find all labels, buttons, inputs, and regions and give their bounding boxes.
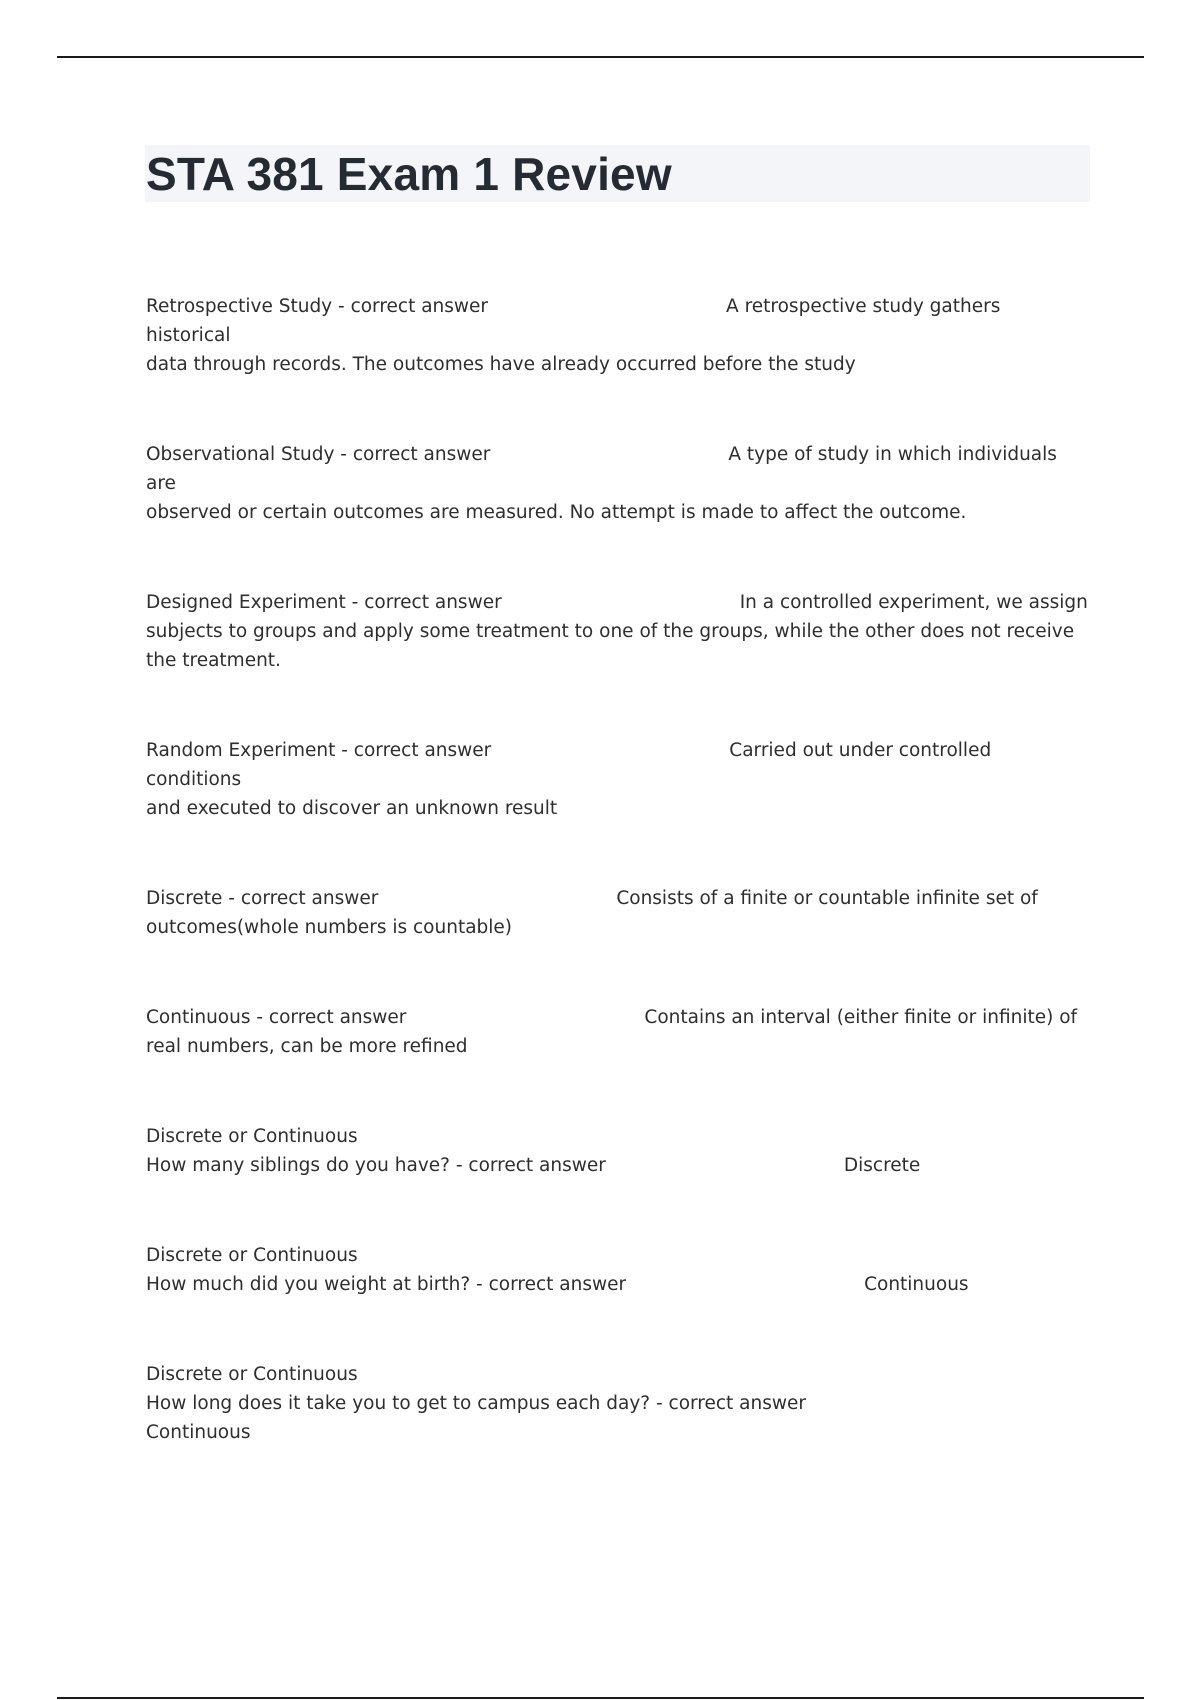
flashcard	[146, 736, 1088, 823]
flashcard	[146, 292, 1088, 379]
flashcard	[146, 440, 1088, 527]
card-text	[146, 1003, 1088, 1032]
card-answer: Continuous	[146, 1422, 251, 1443]
card-definition-rest: and executed to discover an unknown result	[146, 798, 558, 819]
card-definition-start: Contains an interval (either finite or infinite) of	[644, 1007, 1078, 1028]
flashcard	[146, 1360, 1088, 1447]
bottom-divider	[57, 1697, 1144, 1699]
card-prompt: Discrete or Continuous	[146, 1126, 358, 1147]
card-definition-rest: observed or certain outcomes are measured. No attempt is made to affect the outcome.	[146, 502, 967, 523]
card-answer: Discrete	[843, 1155, 921, 1176]
flashcard-list	[146, 292, 1088, 1508]
card-prompt: Discrete or Continuous	[146, 1364, 358, 1385]
card-definition-rest: subjects to groups and apply some treatment to one of the groups, while the other does not receive the treatment.	[146, 621, 1075, 671]
card-term: Retrospective Study - correct answer	[146, 296, 489, 317]
card-term: Random Experiment - correct answer	[146, 740, 492, 761]
top-divider	[57, 56, 1144, 58]
card-term: Observational Study - correct answer	[146, 444, 491, 465]
card-text	[146, 292, 1088, 350]
flashcard	[146, 884, 1088, 942]
card-definition-rest: data through records. The outcomes have already occurred before the study	[146, 354, 856, 375]
card-definition-rest: outcomes(whole numbers is countable)	[146, 917, 513, 938]
card-definition-start: Carried out under controlled conditions	[146, 740, 992, 790]
card-question: How much did you weight at birth? - correct answer	[146, 1274, 627, 1295]
card-definition-start: A type of study in which individuals are	[146, 444, 1057, 494]
flashcard	[146, 1003, 1088, 1061]
card-text	[146, 588, 1088, 617]
card-definition-start: A retrospective study gathers historical	[146, 296, 1001, 346]
card-term: Designed Experiment - correct answer	[146, 592, 502, 613]
card-question: How long does it take you to get to campus each day? - correct answer	[146, 1393, 807, 1414]
card-text	[146, 1270, 1088, 1299]
card-prompt: Discrete or Continuous	[146, 1245, 358, 1266]
card-text	[146, 884, 1088, 913]
card-term: Continuous - correct answer	[146, 1007, 407, 1028]
card-definition-rest: real numbers, can be more refined	[146, 1036, 468, 1057]
card-question: How many siblings do you have? - correct answer	[146, 1155, 606, 1176]
card-definition-start: Consists of a finite or countable infinite set of	[616, 888, 1038, 909]
card-text	[146, 1151, 1088, 1180]
card-answer: Continuous	[864, 1274, 969, 1295]
card-definition-start: In a controlled experiment, we assign	[739, 592, 1088, 613]
card-text	[146, 440, 1088, 498]
page-title: STA 381 Exam 1 Review	[146, 148, 672, 200]
flashcard	[146, 1122, 1088, 1180]
card-text	[146, 736, 1088, 794]
card-term: Discrete - correct answer	[146, 888, 379, 909]
flashcard	[146, 1241, 1088, 1299]
flashcard	[146, 588, 1088, 675]
